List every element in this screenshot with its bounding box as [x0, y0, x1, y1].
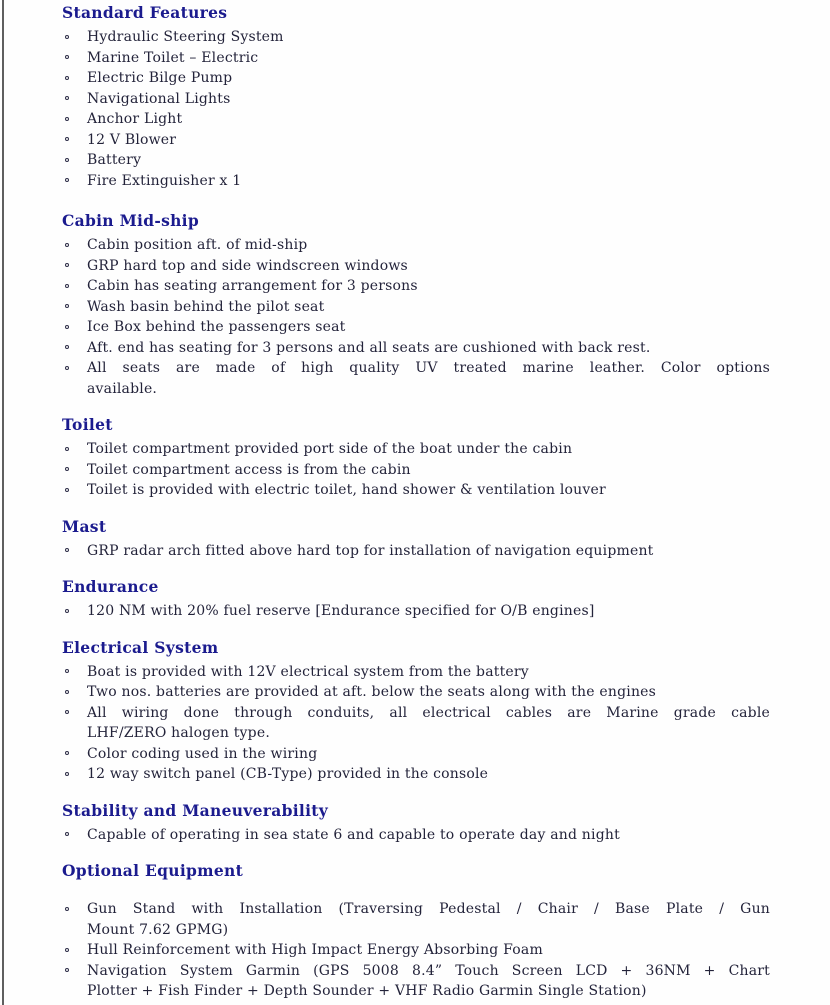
list-item-line: Navigational Lights — [87, 90, 231, 107]
list-item — [62, 48, 770, 69]
bullet-icon — [65, 447, 69, 451]
bullet-icon — [65, 690, 69, 694]
list-item-text — [87, 48, 770, 69]
bullet-icon — [65, 178, 69, 182]
list-item-line: 12 V Blower — [87, 131, 177, 148]
list-item-text — [87, 358, 770, 399]
list-item-line: Hull Reinforcement with High Impact Energy Absorbing Foam — [87, 942, 543, 958]
bullet-icon — [65, 35, 69, 39]
section-electrical-system — [62, 638, 770, 785]
list-item — [62, 317, 770, 338]
section-heading: Toilet — [62, 415, 113, 434]
section-toilet — [62, 415, 770, 501]
section-mast — [62, 517, 770, 562]
section-heading: Stability and Maneuverability — [62, 800, 329, 820]
list-item — [62, 27, 770, 48]
list-item-line: Anchor Light — [87, 111, 183, 127]
bullet-icon — [65, 55, 69, 59]
bullet-list — [62, 825, 770, 846]
list-item — [62, 338, 770, 359]
list-item-text — [87, 338, 770, 359]
list-item-text — [87, 150, 770, 171]
list-item-line: Capable of operating in sea state 6 and capable to operate day and night — [87, 826, 620, 843]
bullet-icon — [65, 96, 69, 100]
list-item-text — [87, 89, 770, 110]
list-item — [62, 825, 770, 846]
bullet-list — [62, 662, 770, 785]
list-item-line: LHF/ZERO halogen type. — [87, 725, 270, 741]
bullet-list — [62, 899, 770, 1002]
list-item-text — [87, 109, 770, 130]
list-item-line: All seats are made of high quality UV treated marine leather. Color options — [87, 360, 770, 376]
list-item-text — [87, 256, 770, 277]
bullet-icon — [65, 366, 69, 370]
list-item-text — [87, 601, 770, 622]
list-item-line: Battery — [87, 152, 142, 168]
list-item-line: Two nos. batteries are provided at aft. below the seats along with the engines — [87, 684, 657, 700]
list-item-line: Toilet is provided with electric toilet, hand shower & ventilation louver — [87, 482, 606, 498]
list-item-text — [87, 439, 770, 460]
list-item — [62, 480, 770, 501]
list-item-text — [87, 961, 770, 1002]
list-item — [62, 89, 770, 110]
bullet-list — [62, 601, 770, 622]
list-item — [62, 256, 770, 277]
list-item-text — [87, 130, 770, 151]
list-item-line: Wash basin behind the pilot seat — [87, 298, 325, 315]
section-heading: Electrical System — [62, 637, 219, 657]
bullet-icon — [65, 710, 69, 714]
bullet-icon — [65, 548, 69, 552]
list-item-text — [87, 682, 770, 703]
list-item-line: 12 way switch panel (CB-Type) provided in the console — [87, 766, 489, 782]
section-heading: Optional Equipment — [62, 861, 244, 880]
section-cabin-mid-ship — [62, 211, 770, 399]
list-item — [62, 439, 770, 460]
list-item-text — [87, 703, 770, 744]
list-item-line: Cabin position aft. of mid-ship — [87, 237, 308, 253]
bullet-icon — [65, 467, 69, 471]
list-item-text — [87, 171, 770, 192]
list-item — [62, 235, 770, 256]
list-item-line: Aft. end has seating for 3 persons and all seats are cushioned with back rest. — [87, 339, 651, 356]
list-item-line: Navigation System Garmin (GPS 5008 8.4” Touch Screen LCD + 36NM + Chart — [87, 962, 770, 979]
bullet-icon — [65, 907, 69, 911]
list-item-text — [87, 825, 770, 846]
bullet-list — [62, 27, 770, 191]
list-item-text — [87, 764, 770, 785]
bullet-icon — [65, 325, 69, 329]
list-item — [62, 662, 770, 683]
list-item — [62, 150, 770, 171]
list-item — [62, 703, 770, 744]
list-item-line: All wiring done through conduits, all electrical cables are Marine grade cable — [87, 704, 770, 721]
list-item-text — [87, 317, 770, 338]
bullet-icon — [65, 304, 69, 308]
bullet-icon — [65, 117, 69, 121]
list-item-text — [87, 460, 770, 481]
list-item — [62, 940, 770, 961]
section-heading: Mast — [62, 516, 107, 536]
list-item — [62, 682, 770, 703]
list-item-line: Fire Extinguisher x 1 — [87, 172, 242, 189]
bullet-icon — [65, 751, 69, 755]
bullet-icon — [65, 968, 69, 972]
list-item-text — [87, 541, 770, 562]
list-item-text — [87, 940, 770, 961]
bullet-icon — [65, 76, 69, 80]
list-item-line: Plotter + Fish Finder + Depth Sounder + VHF Radio Garmin Single Station) — [87, 983, 647, 999]
list-item — [62, 297, 770, 318]
list-item-line: Toilet compartment provided port side of the boat under the cabin — [87, 441, 573, 457]
list-item — [62, 109, 770, 130]
section-heading: Endurance — [62, 577, 159, 596]
list-item — [62, 744, 770, 765]
bullet-list — [62, 439, 770, 501]
list-item — [62, 460, 770, 481]
list-item-line: Cabin has seating arrangement for 3 persons — [87, 278, 418, 294]
list-item-text — [87, 27, 770, 48]
list-item — [62, 764, 770, 785]
bullet-list — [62, 541, 770, 562]
list-item — [62, 961, 770, 1002]
list-item — [62, 541, 770, 562]
list-item-line: Hydraulic Steering System — [87, 29, 284, 45]
section-optional-equipment — [62, 861, 770, 1002]
bullet-icon — [65, 263, 69, 267]
list-item-line: available. — [87, 380, 158, 397]
list-item — [62, 130, 770, 151]
list-item-text — [87, 297, 770, 318]
list-item — [62, 358, 770, 399]
list-item-text — [87, 68, 770, 89]
list-item-line: GRP hard top and side windscreen windows — [87, 257, 408, 274]
list-item — [62, 68, 770, 89]
bullet-icon — [65, 488, 69, 492]
list-item-text — [87, 276, 770, 297]
bullet-icon — [65, 832, 69, 836]
list-item — [62, 899, 770, 940]
section-standard-features — [62, 3, 770, 191]
list-item-line: Ice Box behind the passengers seat — [87, 319, 346, 335]
bullet-icon — [65, 243, 69, 247]
list-item-text — [87, 480, 770, 501]
bullet-icon — [65, 609, 69, 613]
bullet-icon — [65, 948, 69, 952]
bullet-icon — [65, 772, 69, 776]
list-item-text — [87, 899, 770, 940]
bullet-icon — [65, 345, 69, 349]
list-item-line: Color coding used in the wiring — [87, 745, 318, 762]
list-item-line: Electric Bilge Pump — [87, 70, 233, 86]
list-item-line: 120 NM with 20% fuel reserve [Endurance specified for O/B engines] — [87, 603, 595, 619]
list-item-line: Marine Toilet – Electric — [87, 49, 259, 66]
list-item-line: Mount 7.62 GPMG) — [87, 921, 229, 938]
list-item — [62, 601, 770, 622]
section-heading: Cabin Mid-ship — [62, 211, 200, 230]
list-item-text — [87, 235, 770, 256]
list-item-line: Boat is provided with 12V electrical system from the battery — [87, 663, 529, 680]
section-heading: Standard Features — [62, 3, 228, 22]
list-item — [62, 171, 770, 192]
list-item-line: Toilet compartment access is from the cabin — [87, 461, 411, 478]
bullet-icon — [65, 158, 69, 162]
list-item-line: Gun Stand with Installation (Traversing Pedestal / Chair / Base Plate / Gun — [87, 901, 770, 917]
bullet-icon — [65, 137, 69, 141]
list-item-text — [87, 662, 770, 683]
list-item — [62, 276, 770, 297]
bullet-list — [62, 235, 770, 399]
section-endurance — [62, 577, 770, 622]
bullet-icon — [65, 669, 69, 673]
list-item-line: GRP radar arch fitted above hard top for installation of navigation equipment — [87, 542, 654, 559]
list-item-text — [87, 744, 770, 765]
section-stability-and-maneuverability — [62, 801, 770, 846]
bullet-icon — [65, 284, 69, 288]
